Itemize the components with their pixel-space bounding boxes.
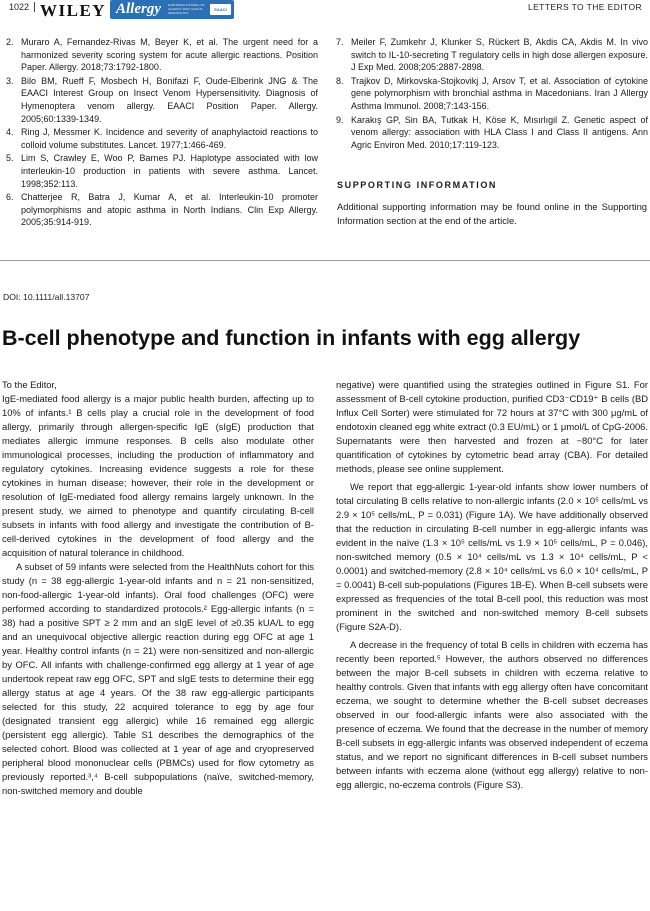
page-number: 1022 (9, 2, 30, 12)
reference-list-left (6, 36, 318, 230)
article-doi: DOI: 10.1111/all.13707 (3, 292, 90, 302)
reference-item: 3. Bilo BM, Rueff F, Mosbech H, Bonifazi F, Oude-Elberink JNG & The EAACI Interest Group on Insect Venom Hypersensitivity. Diagnosis of Hymenoptera venom allergy. EAACI Position Paper. Allergy. 2005;60:1339-1349. (6, 75, 318, 124)
body-paragraph: A subset of 59 infants were selected from the HealthNuts cohort for this study (n = 38 egg-allergic 1-year-old infants and n = 21 non-sensitized, non-food-allergic 1-year-old infants). Oral food challenges (OFC) were performed according to standardized protocols.² Egg-allergic infants (n = 38) had a positive SPT ≥ 2 mm and an sIgE level of ≥0.35 kUA/L to egg and an unequivocal objective allergic reaction during egg OFC at age 1 year. Healthy control infants (n = 21) were non-sensitized and non-allergic by OFC. All infants with challenge-confirmed egg allergy at 1 year of age undertook repeat raw egg OFC, SPT and sIgE tests to determine their egg allergy status at age 4 years. Of the 38 raw egg-allergic participants selected for this study, 22 acquired tolerance to egg by age four (designated transient egg allergic) while 16 remained egg allergic (persistent egg allergic). Table S1 describes the demographics of the selected cohort. Blood was collected at 1 year of age and cryopreserved peripheral blood mononuclear cells (PBMCs) used for flow cytometry as previously reported.³,⁴ B-cell subpopulations (naïve, switched-memory, non-switched memory and double (2, 561, 314, 796)
journal-name: Allergy (116, 1, 161, 17)
reference-item: 2. Muraro A, Fernandez-Rivas M, Beyer K, et al. The urgent need for a harmonized severity scoring system for acute allergic reactions. Position Paper. Allergy. 2018;73:1792-1800. (6, 37, 318, 73)
journal-subtitle: EUROPEAN JOURNAL OF ALLERGY AND CLINICAL IMMUNOLOGY (168, 3, 205, 15)
body-column-left (2, 378, 314, 798)
eaaci-badge: EAACI (210, 4, 231, 15)
section-label: LETTERS TO THE EDITOR (527, 2, 642, 12)
reference-item: 7. Meiler F, Zumkehr J, Klunker S, Rückert B, Akdis CA, Akdis M. In vivo switch to IL-10-secreting T regulatory cells in high dose allergen exposure. J Exp Med. 2008;205:2887-2898. (336, 37, 648, 73)
supporting-info-heading: SUPPORTING INFORMATION (337, 180, 498, 190)
body-column-right (336, 378, 648, 792)
body-paragraph: A decrease in the frequency of total B cells in children with eczema has recently been reported.⁵ However, the authors observed no differences between the major B-cell subsets in children with eczema relative to healthy controls. Given that infants with egg allergy often have concomitant eczema, we sought to determine whether the B-cell subset decreases observed in our food-allergic infants were also associated with the presence of eczema. We found that the decrease in the number of memory B-cell subsets in egg-allergic infants was observed independent of eczema status, and we report no significant differences in B-cell subset numbers between infants with eczema alone (without egg allergy) relative to non-egg allergic, no-eczema controls (Figure S3). (336, 639, 648, 790)
article-title: B-cell phenotype and function in infants with egg allergy (2, 326, 581, 350)
body-paragraph: IgE-mediated food allergy is a major public health burden, affecting up to 10% of infants.¹ B cells play a crucial role in the development of food allergy, primarily through allergen-specific IgE (sIgE) production that mediates allergic immune responses. B cells also modulate other immunological processes, including the production of inflammatory and regulatory cytokines. Increasing evidence suggests a role for these cytokines in human disease; however, their role in the development or resolution of IgE-mediated food allergy remains largely unknown. In the present study, we aimed to phenotype and quantify circulating B-cell subsets in infants with food allergy and investigate the contribution of B-cell-derived cytokines in the development of food allergy and the acquisition of natural tolerance in childhood. (2, 393, 314, 558)
journal-logo (110, 0, 234, 19)
reference-item: 4. Ring J, Messmer K. Incidence and severity of anaphylactoid reactions to colloid volume substitutes. Lancet. 1977;1:466-469. (6, 127, 318, 150)
body-paragraph: negative) were quantified using the strategies outlined in Figure S1. For assessment of B-cell cytokine production, purified CD3⁻CD19⁺ B cells (BD Influx Cell Sorter) were stimulated for 72 hours at 37°C with 300 μg/mL of endotoxin cleaned egg white extract (0.3 EU/mL) or 1 μmol/L of CpG-2006. Supernatants were then harvested and frozen at −80°C for later quantification of cytokines by cytometric bead array (CBA). For detailed methods, please see online supplement. (336, 379, 648, 474)
body-paragraph: We report that egg-allergic 1-year-old infants show lower numbers of total circulating B cells relative to non-allergic infants (2.0 × 10⁵ cells/mL vs 2.9 × 10⁵ cells/mL, P = 0.031) (Figure 1A). We have additionally observed that the reduction in circulating B-cell number in egg-allergic infants was evident in the naïve (1.3 × 10⁵ cells/mL vs 1.9 × 10⁵ cells/mL, P = 0.046), non-switched memory (0.5 × 10⁴ cells/mL vs 1.3 × 10⁴ cells/mL, P < 0.0001) and switched-memory (2.8 × 10⁴ cells/mL vs 6.0 × 10⁴ cells/mL, P = 0.0041) B-cell sub-populations (Figures 1B-E). When B-cell subsets were expressed as frequencies of the total B-cell pool, this reduction was most prominent in the switched and non-switched memory B-cell subsets (Figure S2A-D). (336, 481, 648, 632)
reference-item: 8. Trajkov D, Mirkovska-Stojkovikj J, Arsov T, et al. Association of cytokine gene polymorphism with bronchial asthma in Macedonians. Iran J Allergy Asthma Immunol. 2008;7:143-156. (336, 75, 648, 111)
reference-item: 9. Karakış GP, Sin BA, Tutkak H, Köse K, Mısırlıgil Z. Genetic aspect of venom allergy: association with HLA Class I and Class II antigens. Ann Agric Environ Med. 2010;17:119-123. (336, 114, 648, 150)
header-divider (34, 2, 35, 12)
reference-item: 5. Lim S, Crawley E, Woo P, Barnes PJ. Haplotype associated with low interleukin-10 production in patients with severe asthma. Lancet. 1998;352:113. (6, 153, 318, 189)
salutation: To the Editor, (2, 379, 57, 390)
article-divider (0, 260, 650, 261)
publisher-logo: WILEY (40, 1, 107, 20)
reference-list-right (336, 36, 648, 152)
supporting-info-text: Additional supporting information may be found online in the Supporting Information section at the end of the article. (337, 201, 647, 226)
reference-item: 6. Chatterjee R, Batra J, Kumar A, et al. Interleukin-10 promoter polymorphisms and atopic asthma in North Indians. Clin Exp Allergy. 2005;35:914-919. (6, 192, 318, 228)
